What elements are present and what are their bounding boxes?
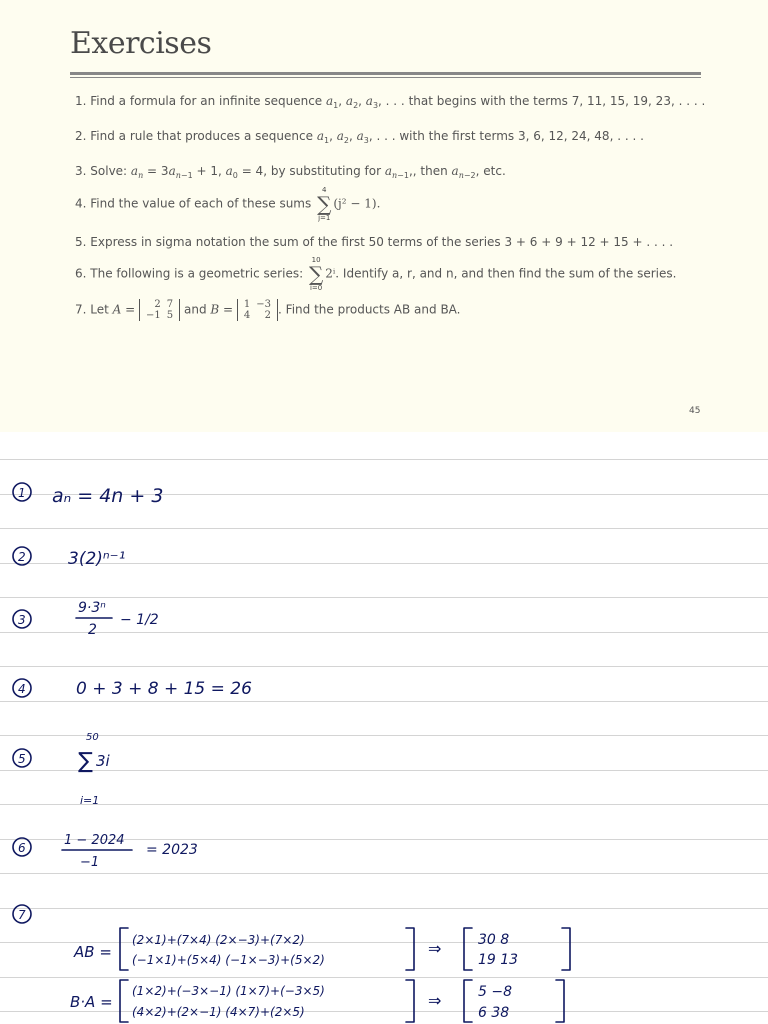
sigma-icon: ∑ bbox=[78, 749, 93, 774]
exercise-text: , by substituting for bbox=[263, 164, 385, 178]
svg-text:3: 3 bbox=[18, 613, 26, 627]
answer-3-rest: − 1/2 bbox=[120, 612, 159, 628]
exercise-text: Find a formula for an infinite sequence bbox=[90, 94, 327, 108]
exercise-text: Express in sigma notation the sum of the first 50 terms of the series 3 + 6 + 9 + 12 + 15 + . . . . bbox=[90, 235, 674, 249]
answer-5-upper: 50 bbox=[86, 732, 99, 743]
matrix-cell: 4 bbox=[243, 310, 251, 321]
matrix-b bbox=[237, 299, 278, 321]
svg-text:2: 2 bbox=[18, 550, 26, 564]
exercise-number: 7. bbox=[75, 302, 87, 317]
answer-3-numerator: 9·3ⁿ bbox=[78, 600, 106, 616]
exercise-text: The following is a geometric series: bbox=[90, 266, 304, 281]
exercise-number: 5. bbox=[75, 235, 87, 249]
circled-number-6 bbox=[13, 838, 31, 856]
answer-2: 3(2)ⁿ⁻¹ bbox=[68, 549, 126, 569]
exercise-1: 1. Find a formula for an infinite sequence $a_1$, $a_2$, $a_3$, . . . that begins with the terms 7, 11, 15, 19, 23, . . . . bbox=[75, 94, 706, 110]
exercise-text: etc. bbox=[479, 164, 506, 178]
exercise-text: Identify a, r, and n, and then find the sum of the series. bbox=[339, 266, 677, 281]
exercise-number: 3. bbox=[75, 164, 87, 178]
answer-6-denominator: −1 bbox=[80, 855, 100, 870]
answer-7-ba-row-1: (1×2)+(−3×−1) (1×7)+(−3×5) bbox=[132, 984, 325, 998]
exercise-6 bbox=[75, 256, 676, 292]
sigma-icon: ∑ bbox=[308, 262, 324, 286]
sigma-sum bbox=[317, 186, 331, 222]
matrix-a bbox=[139, 299, 180, 321]
answer-7-ba-result-row-2: 6 38 bbox=[478, 1005, 510, 1021]
exercise-4 bbox=[75, 186, 380, 222]
textbook-page bbox=[0, 0, 768, 432]
exercise-text: with the first terms 3, 6, 12, 24, 48, . . . . bbox=[395, 129, 644, 143]
sum-upper: 10 bbox=[311, 256, 321, 264]
implies-arrow-icon: ⇒ bbox=[428, 991, 442, 1010]
sum-lower: i=0 bbox=[309, 284, 323, 292]
exercise-number: 1. bbox=[75, 94, 87, 108]
circled-number-1 bbox=[13, 483, 31, 501]
matrix-cell: 2 bbox=[264, 310, 272, 321]
exercise-text: Solve: bbox=[90, 164, 131, 178]
exercise-text: that begins with the terms 7, 11, 15, 19, 23, . . . . bbox=[404, 94, 706, 108]
answer-7-ab-result-row-1: 30 8 bbox=[478, 932, 510, 948]
circled-number-4 bbox=[13, 679, 31, 697]
exercise-3: 3. Solve: $a_n = 3a_{n-1} + 1$, $a_0 = 4$, by substituting for $a_{n-1}$,, then $a_{n-2}$, etc. bbox=[75, 164, 506, 180]
answer-7-ba-row-2: (4×2)+(2×−1) (4×7)+(2×5) bbox=[132, 1005, 305, 1019]
matrix-cell: −1 bbox=[146, 310, 161, 321]
answer-7-ab-result-row-2: 19 13 bbox=[478, 952, 519, 968]
sum-upper: 4 bbox=[321, 186, 327, 194]
exercise-number: 2. bbox=[75, 129, 87, 143]
matrix-cell: 2 bbox=[154, 299, 161, 310]
exercise-7: 7. Let A = 2 7 −1 5 and B = 1 −3 4 2 . Find the products AB and BA. bbox=[75, 299, 461, 321]
answer-6-rest: = 2023 bbox=[146, 842, 198, 858]
matrix-b-label: B = bbox=[210, 302, 234, 317]
exercise-text: Find the products AB and BA. bbox=[281, 302, 461, 317]
exercise-text: , then bbox=[412, 164, 452, 178]
exercise-text: and bbox=[180, 302, 211, 317]
answer-3-denominator: 2 bbox=[88, 622, 97, 638]
exercise-number: 6. bbox=[75, 266, 87, 281]
title-rule bbox=[70, 72, 701, 75]
exercise-text: Find a rule that produces a sequence bbox=[90, 129, 317, 143]
circled-number-7 bbox=[13, 905, 31, 923]
answer-7-ab-row-2: (−1×1)+(5×4) (−1×−3)+(5×2) bbox=[132, 953, 325, 967]
circled-number-3 bbox=[13, 610, 31, 628]
title-rule-thin bbox=[70, 77, 701, 78]
sum-expression: 2ⁱ. bbox=[325, 266, 340, 281]
matrix-cell: 1 bbox=[243, 299, 251, 310]
exercise-text: Find the value of each of these sums bbox=[90, 196, 312, 211]
svg-text:1: 1 bbox=[18, 486, 26, 500]
answer-7-ab-label: AB = bbox=[74, 943, 112, 961]
answer-5-body: 3i bbox=[96, 752, 110, 770]
svg-text:5: 5 bbox=[18, 752, 26, 766]
notes-paper bbox=[0, 432, 768, 1024]
page-number: 45 bbox=[689, 406, 701, 416]
answer-4: 0 + 3 + 8 + 15 = 26 bbox=[76, 679, 252, 699]
exercise-2: 2. Find a rule that produces a sequence $a_1$, $a_2$, $a_3$, . . . with the first terms 3, 6, 12, 24, 48, . . . . bbox=[75, 129, 644, 145]
handwritten-solutions bbox=[0, 432, 768, 1024]
sum-lower: j=1 bbox=[318, 214, 331, 222]
sigma-sum bbox=[309, 256, 323, 292]
implies-arrow-icon: ⇒ bbox=[428, 939, 442, 958]
exercise-5 bbox=[75, 235, 673, 249]
exercise-text: Let bbox=[90, 302, 113, 317]
page-title: Exercises bbox=[70, 26, 212, 61]
matrix-cell: 5 bbox=[166, 310, 174, 321]
answer-1: aₙ = 4n + 3 bbox=[52, 485, 164, 507]
circled-number-2 bbox=[13, 547, 31, 565]
svg-text:7: 7 bbox=[18, 908, 26, 922]
answer-7-ba-result-row-1: 5 −8 bbox=[478, 984, 512, 1000]
answer-5-lower: i=1 bbox=[80, 794, 100, 807]
sigma-icon: ∑ bbox=[317, 192, 332, 216]
svg-text:4: 4 bbox=[18, 682, 26, 696]
svg-text:6: 6 bbox=[18, 841, 26, 855]
sum-expression: (j² − 1). bbox=[333, 196, 381, 211]
exercise-number: 4. bbox=[75, 196, 87, 211]
answer-7-ba-label: B·A = bbox=[70, 993, 113, 1011]
circled-number-5 bbox=[13, 749, 31, 767]
answer-6-numerator: 1 − 2024 bbox=[64, 833, 125, 848]
matrix-cell: 7 bbox=[166, 299, 174, 310]
matrix-cell: −3 bbox=[256, 299, 272, 310]
answer-7-ab-row-1: (2×1)+(7×4) (2×−3)+(7×2) bbox=[132, 933, 305, 947]
matrix-a-label: A = bbox=[112, 302, 136, 317]
